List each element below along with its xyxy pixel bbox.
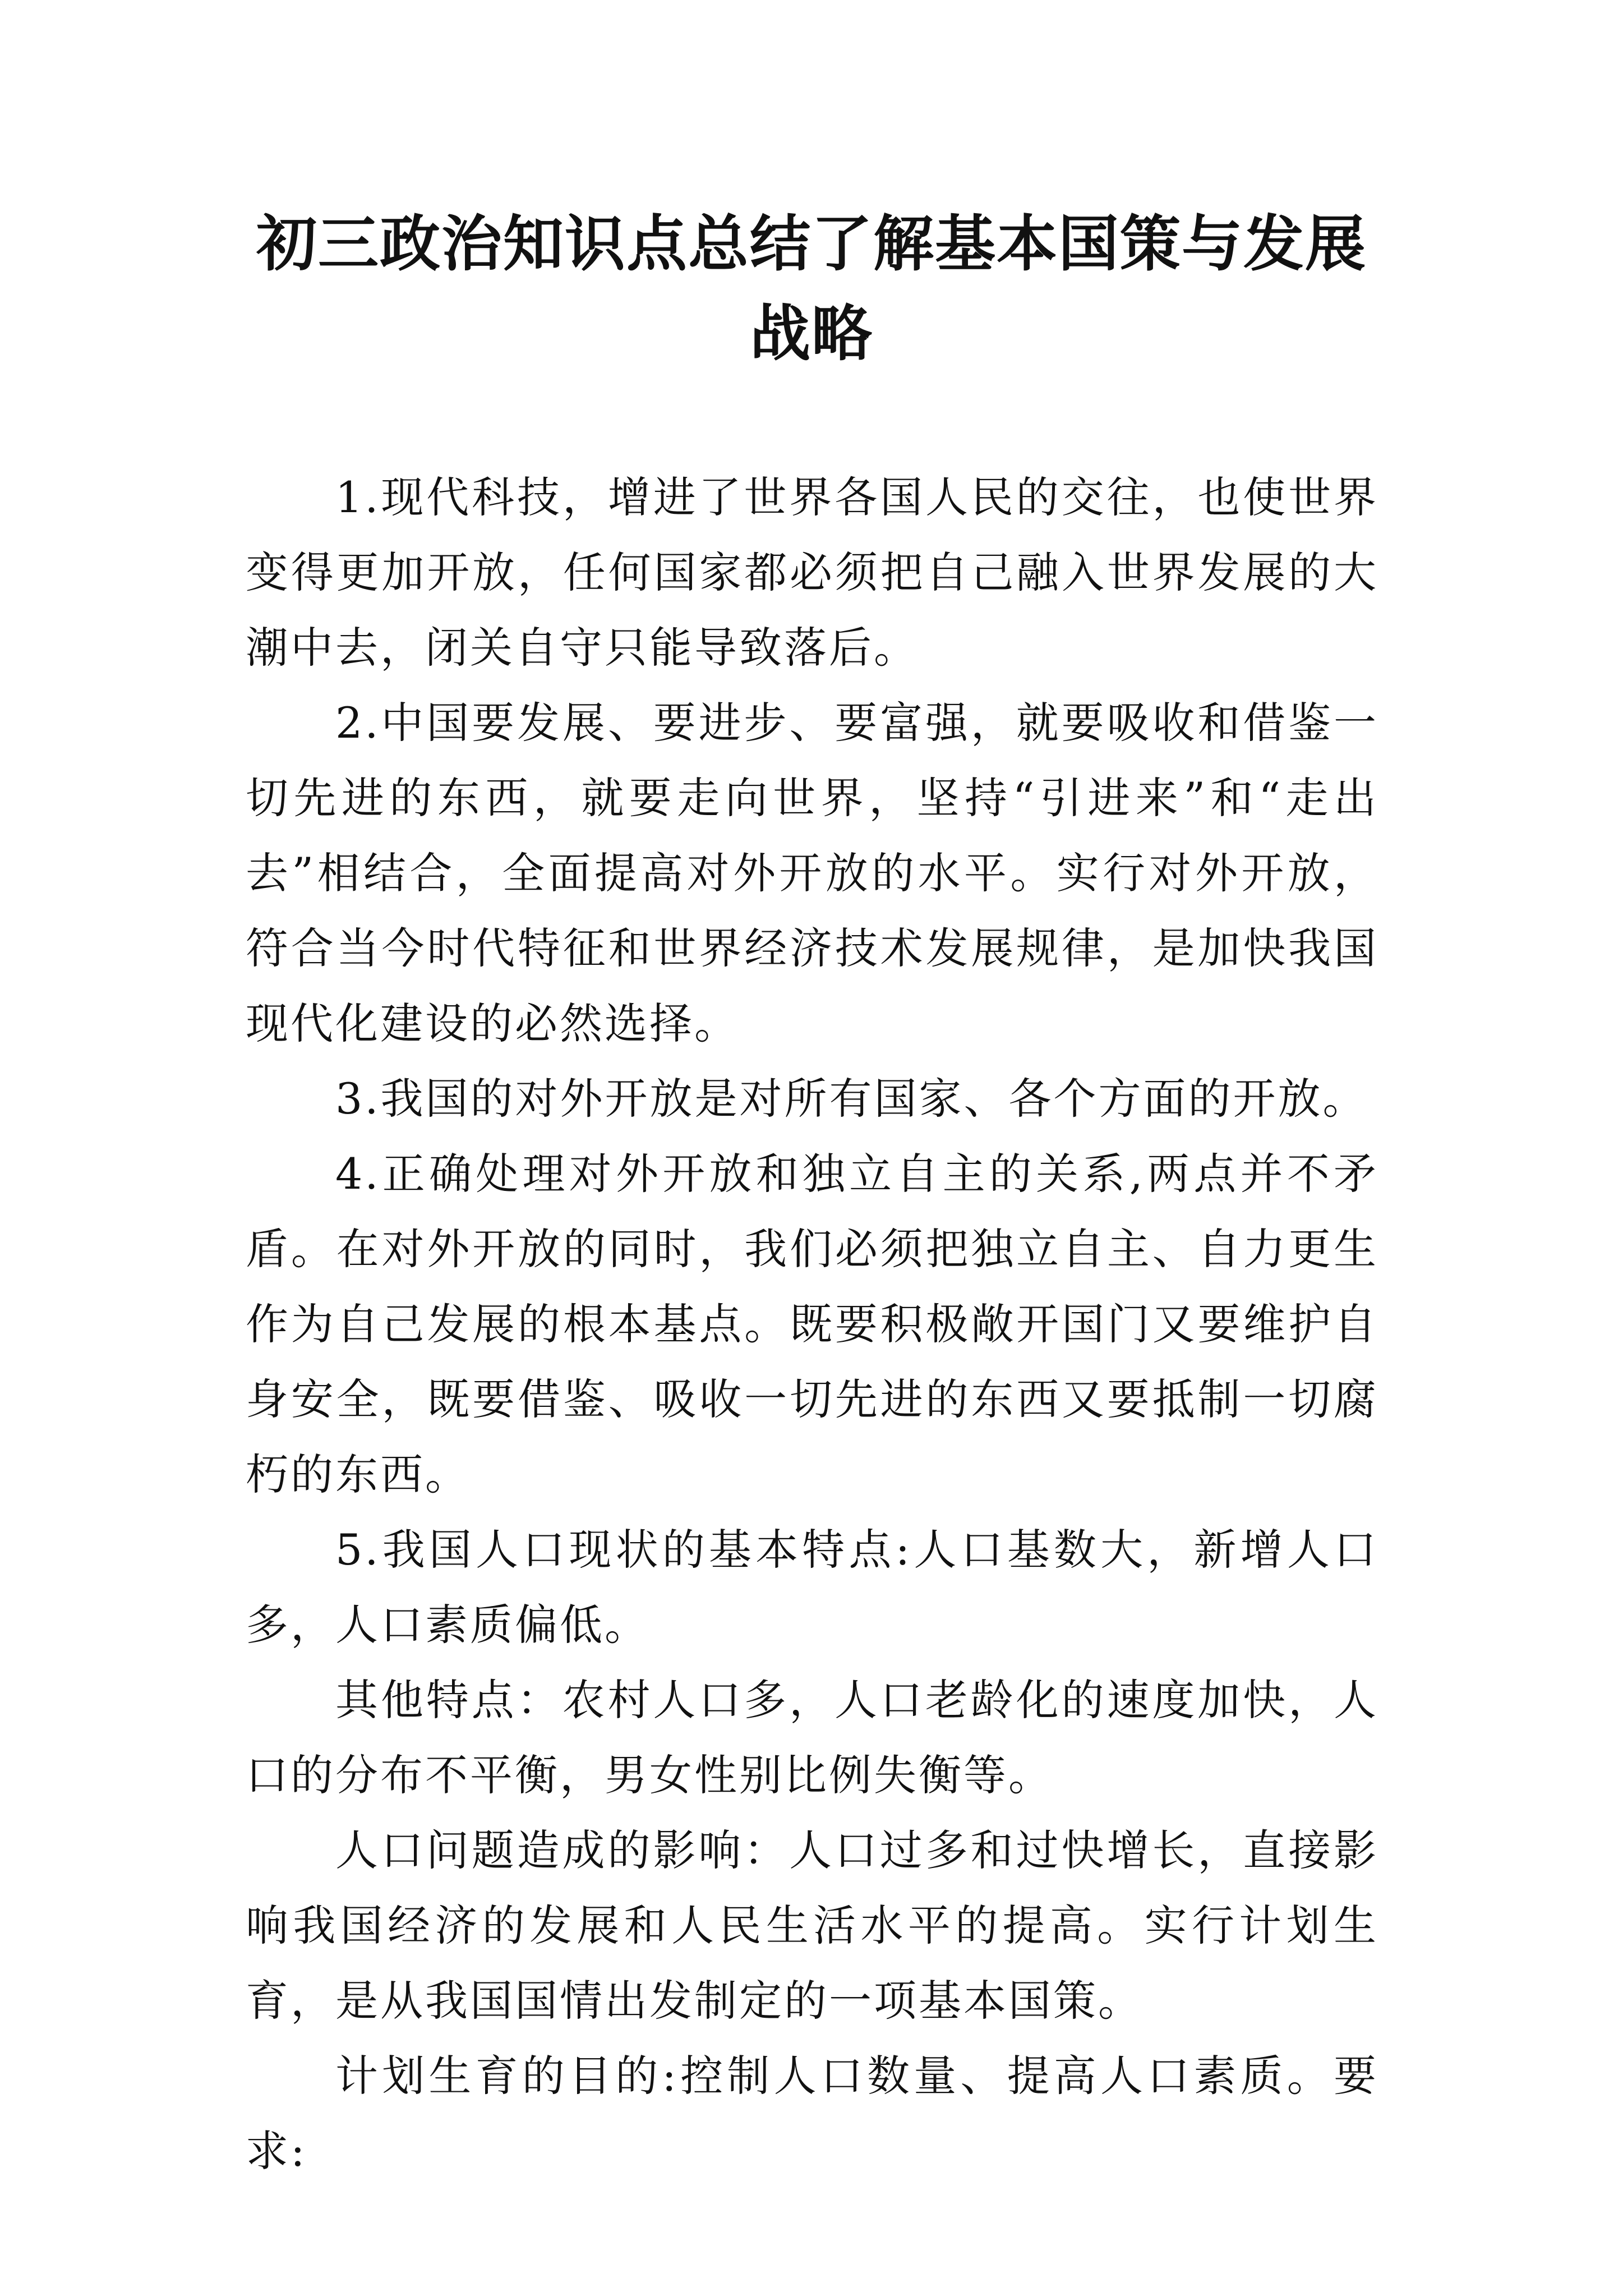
paragraph: 5.我国人口现状的基本特点:人口基数大，新增人口多，人口素质偏低。 xyxy=(246,1525,1378,1650)
document-body xyxy=(246,460,1378,2189)
title-line-2: 战略 xyxy=(749,298,873,369)
paragraph: 4.正确处理对外开放和独立自主的关系,两点并不矛盾。在对外开放的同时，我们必须把独立自主、自力更生作为自己发展的根本基点。既要积极敞开国门又要维护自身安全，既要借鉴、吸收一切先进的东西又要抵制一切腐朽的东西。 xyxy=(246,1149,1378,1499)
paragraph: 其他特点：农村人口多，人口老龄化的速度加快，人口的分布不平衡，男女性别比例失衡等。 xyxy=(246,1675,1378,1800)
title-line-1: 初三政治知识点总结了解基本国策与发展 xyxy=(256,209,1367,279)
paragraph: 计划生育的目的:控制人口数量、提高人口素质。要求: xyxy=(246,2051,1378,2176)
paragraph: 1.现代科技，增进了世界各国人民的交往，也使世界变得更加开放，任何国家都必须把自己融入世界发展的大潮中去，闭关自守只能导致落后。 xyxy=(246,472,1378,673)
paragraph: 2.中国要发展、要进步、要富强，就要吸收和借鉴一切先进的东西，就要走向世界，坚持“引进来”和“走出去”相结合，全面提高对外开放的水平。实行对外开放，符合当今时代特征和世界经济技术发展规律，是加快我国现代化建设的必然选择。 xyxy=(246,698,1378,1048)
paragraph: 3.我国的对外开放是对所有国家、各个方面的开放。 xyxy=(335,1074,1368,1124)
page-title xyxy=(224,199,1399,379)
paragraph: 人口问题造成的影响：人口过多和过快增长，直接影响我国经济的发展和人民生活水平的提高。实行计划生育，是从我国国情出发制定的一项基本国策。 xyxy=(246,1825,1378,2026)
